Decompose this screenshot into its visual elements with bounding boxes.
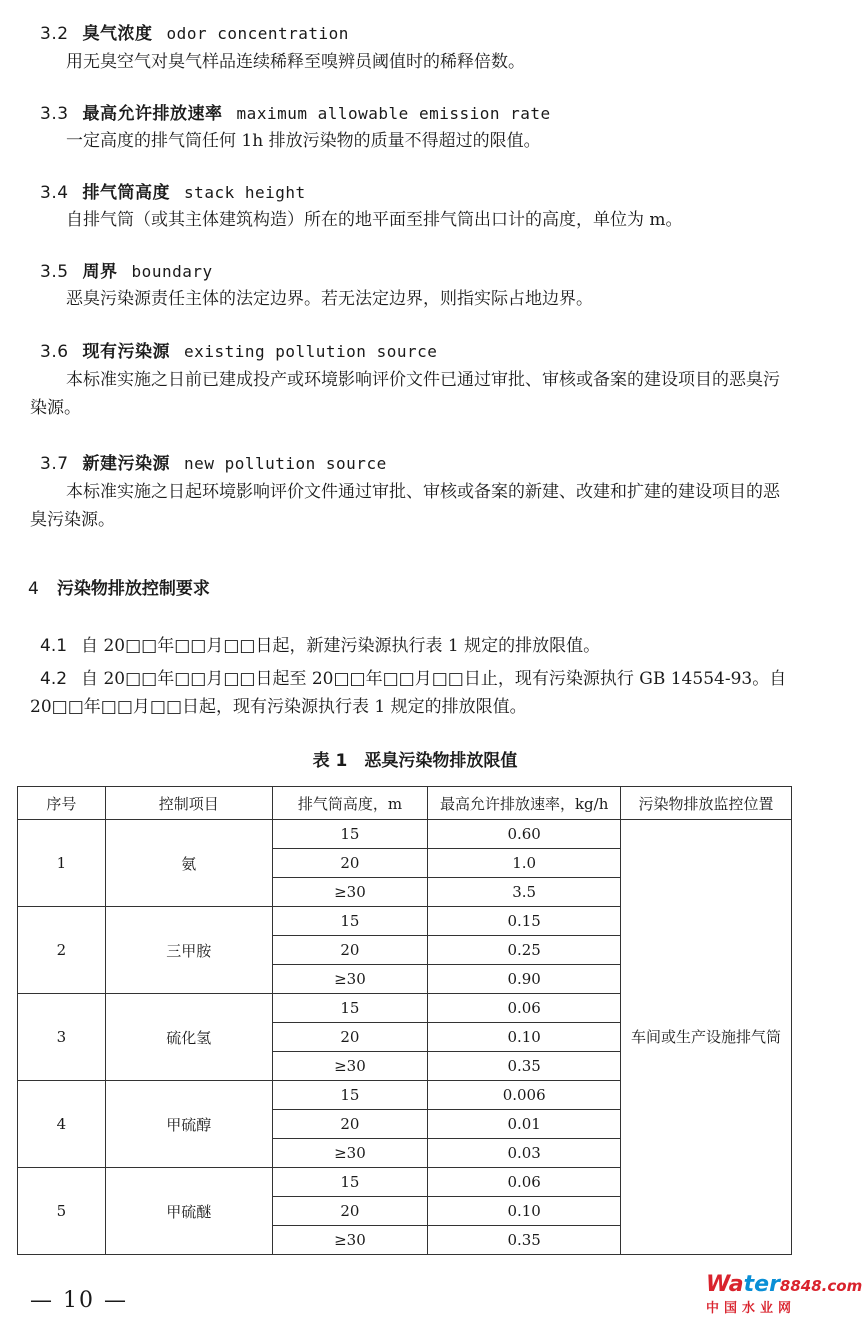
header-emission-rate: 最高允许排放速率，kg/h bbox=[428, 787, 621, 820]
term-number: 3.2 bbox=[40, 24, 69, 44]
cell-item: 氨 bbox=[105, 820, 272, 907]
cell-rate: 0.25 bbox=[428, 936, 621, 965]
cell-height: ≥30 bbox=[272, 1226, 428, 1255]
term-definition: 恶臭污染源责任主体的法定边界。若无法定边界，则指实际占地边界。 bbox=[66, 289, 593, 309]
table-header-row bbox=[18, 787, 792, 820]
term-heading bbox=[40, 337, 437, 362]
clause-number: 4.1 bbox=[40, 636, 68, 656]
term-title-en: existing pollution source bbox=[184, 342, 438, 361]
term-title-zh: 新建污染源 bbox=[82, 454, 171, 474]
term-definition: 自排气筒（或其主体建筑构造）所在的地平面至排气筒出口计的高度，单位为 m。 bbox=[66, 210, 683, 230]
cell-seq: 5 bbox=[18, 1168, 106, 1255]
term-heading bbox=[40, 257, 213, 282]
cell-seq: 4 bbox=[18, 1081, 106, 1168]
table-row bbox=[18, 820, 792, 849]
header-stack-height: 排气筒高度，m bbox=[272, 787, 428, 820]
cell-rate: 0.90 bbox=[428, 965, 621, 994]
cell-height: 15 bbox=[272, 994, 428, 1023]
cell-rate: 0.06 bbox=[428, 994, 621, 1023]
section-heading bbox=[28, 574, 210, 599]
cell-rate: 0.03 bbox=[428, 1139, 621, 1168]
cell-rate: 0.10 bbox=[428, 1023, 621, 1052]
term-number: 3.6 bbox=[40, 342, 69, 362]
cell-height: 15 bbox=[272, 1081, 428, 1110]
cell-height: ≥30 bbox=[272, 965, 428, 994]
clause-4-2 bbox=[30, 665, 790, 721]
cell-rate: 0.06 bbox=[428, 1168, 621, 1197]
cell-rate: 0.15 bbox=[428, 907, 621, 936]
page-number: — 10 — bbox=[30, 1288, 128, 1313]
term-number: 3.3 bbox=[40, 104, 69, 124]
cell-rate: 0.10 bbox=[428, 1197, 621, 1226]
clause-text: 自 20□□年□□月□□日起，新建污染源执行表 1 规定的排放限值。 bbox=[81, 636, 601, 656]
term-title-en: boundary bbox=[131, 262, 213, 281]
term-title-en: odor concentration bbox=[166, 24, 349, 43]
cell-height: 20 bbox=[272, 1197, 428, 1226]
cell-item: 甲硫醇 bbox=[105, 1081, 272, 1168]
term-title-en: stack height bbox=[184, 183, 306, 202]
cell-height: 15 bbox=[272, 820, 428, 849]
term-definition: 本标准实施之日前已建成投产或环境影响评价文件已通过审批、审核或备案的建设项目的恶臭污染源。 bbox=[30, 370, 780, 418]
cell-height: 20 bbox=[272, 936, 428, 965]
cell-rate: 0.60 bbox=[428, 820, 621, 849]
term-number: 3.7 bbox=[40, 454, 69, 474]
clause-4-1 bbox=[30, 632, 790, 660]
watermark-brand-part: 8848.com bbox=[779, 1277, 862, 1295]
emission-limits-table bbox=[17, 786, 792, 1255]
clause-number: 4.2 bbox=[40, 669, 68, 689]
term-heading bbox=[40, 449, 387, 474]
cell-height: 20 bbox=[272, 849, 428, 878]
term-title-en: new pollution source bbox=[184, 454, 387, 473]
cell-height: 15 bbox=[272, 1168, 428, 1197]
header-item: 控制项目 bbox=[105, 787, 272, 820]
cell-item: 硫化氢 bbox=[105, 994, 272, 1081]
term-title-zh: 臭气浓度 bbox=[82, 24, 153, 44]
term-definition: 本标准实施之日起环境影响评价文件通过审批、审核或备案的新建、改建和扩建的建设项目的恶臭污染源。 bbox=[30, 482, 780, 530]
cell-item: 三甲胺 bbox=[105, 907, 272, 994]
header-monitor-location: 污染物排放监控位置 bbox=[621, 787, 792, 820]
cell-rate: 1.0 bbox=[428, 849, 621, 878]
cell-height: 20 bbox=[272, 1023, 428, 1052]
term-title-zh: 周界 bbox=[82, 262, 118, 282]
monitor-location-text: 车间或生产设施排气筒 bbox=[631, 1028, 782, 1046]
cell-rate: 0.006 bbox=[428, 1081, 621, 1110]
cell-rate: 0.35 bbox=[428, 1226, 621, 1255]
cell-item: 甲硫醚 bbox=[105, 1168, 272, 1255]
term-title-en: maximum allowable emission rate bbox=[236, 104, 551, 123]
term-title-zh: 排气筒高度 bbox=[82, 183, 171, 203]
cell-seq: 3 bbox=[18, 994, 106, 1081]
section-title: 污染物排放控制要求 bbox=[56, 579, 210, 599]
cell-height: ≥30 bbox=[272, 1052, 428, 1081]
cell-rate: 3.5 bbox=[428, 878, 621, 907]
watermark-brand-part: Wa bbox=[706, 1272, 744, 1297]
cell-monitor-location bbox=[621, 820, 792, 1255]
table-title: 表 1 恶臭污染物排放限值 bbox=[312, 751, 518, 771]
cell-height: 20 bbox=[272, 1110, 428, 1139]
cell-height: ≥30 bbox=[272, 1139, 428, 1168]
watermark-brand-part: ter bbox=[743, 1272, 780, 1297]
cell-rate: 0.35 bbox=[428, 1052, 621, 1081]
cell-seq: 2 bbox=[18, 907, 106, 994]
watermark-subtitle: 中国水业网 bbox=[706, 1301, 797, 1316]
cell-height: ≥30 bbox=[272, 878, 428, 907]
term-heading bbox=[40, 178, 306, 203]
watermark-brand bbox=[706, 1272, 862, 1297]
watermark-logo bbox=[706, 1272, 862, 1316]
term-number: 3.4 bbox=[40, 183, 69, 203]
term-number: 3.5 bbox=[40, 262, 69, 282]
header-seq: 序号 bbox=[18, 787, 106, 820]
term-title-zh: 最高允许排放速率 bbox=[82, 104, 223, 124]
clause-text: 自 20□□年□□月□□日起至 20□□年□□月□□日止，现有污染源执行 GB 14554-93。自 20□□年□□月□□日起，现有污染源执行表 1 规定的排放限值。 bbox=[30, 669, 787, 717]
term-heading bbox=[40, 99, 551, 124]
section-number: 4 bbox=[28, 579, 39, 599]
term-definition: 用无臭空气对臭气样品连续稀释至嗅辨员阈值时的稀释倍数。 bbox=[66, 52, 525, 72]
term-heading bbox=[40, 19, 349, 44]
cell-rate: 0.01 bbox=[428, 1110, 621, 1139]
term-definition: 一定高度的排气筒任何 1h 排放污染物的质量不得超过的限值。 bbox=[66, 131, 541, 151]
cell-height: 15 bbox=[272, 907, 428, 936]
cell-seq: 1 bbox=[18, 820, 106, 907]
term-title-zh: 现有污染源 bbox=[82, 342, 171, 362]
